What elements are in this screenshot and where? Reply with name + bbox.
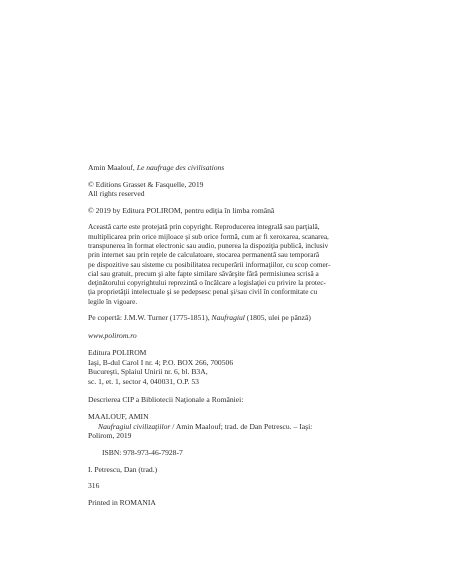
copyright-text-block xyxy=(88,163,378,507)
publisher-website: www.polirom.ro xyxy=(88,330,137,340)
publisher-name: Editura POLIROM xyxy=(88,348,147,358)
cip-isbn: ISBN: 978-973-46-7928-7 xyxy=(102,447,183,457)
publisher-address-iasi: Iaşi, B-dul Carol I nr. 4; P.O. BOX 266, 700506 xyxy=(88,357,234,367)
legal-line: deţinătorului copyrightului reprezintă o încălcare a legislaţiei cu privire la protec- xyxy=(88,278,326,288)
original-copyright: © Editions Grasset & Fasquelle, 2019 xyxy=(88,179,204,189)
cip-translator: I. Petrescu, Dan (trad.) xyxy=(88,464,158,474)
cover-credit xyxy=(88,313,378,323)
cip-title-line xyxy=(88,422,378,432)
original-author: Amin Maalouf, xyxy=(88,163,135,172)
cover-work-title: Naufragiul xyxy=(211,313,245,323)
edition-copyright: © 2019 by Editura POLIROM, pentru ediţia în limba română xyxy=(88,205,275,215)
original-edition-line xyxy=(88,163,378,173)
legal-line: legile în vigoare. xyxy=(88,296,138,306)
publisher-address-bucuresti: Bucureşti, Splaiul Unirii nr. 6, bl. B3A, xyxy=(88,367,208,377)
cip-details: / Amin Maalouf; trad. de Dan Petrescu. – Iaşi: xyxy=(172,421,313,431)
original-title: Le naufrage des civilisations xyxy=(136,163,225,172)
printed-in: Printed in ROMANIA xyxy=(88,497,156,507)
cip-classification: 316 xyxy=(88,481,100,491)
legal-line: ţia proprietăţii intelectuale şi se pedepsesc penal şi/sau civil în conformitate cu xyxy=(88,287,318,297)
cover-credit-prefix: Pe copertă: J.M.W. Turner (1775-1851), xyxy=(88,313,210,323)
cip-publisher-line: Polirom, 2019 xyxy=(88,431,132,441)
legal-line: prin internet sau prin reţele de calculatoare, stocarea permanentă sau temporară xyxy=(88,250,320,260)
legal-line: transpunerea în format electronic sau audio, punerea la dispoziţia publică, inclusiv xyxy=(88,240,329,250)
original-rights: All rights reserved xyxy=(88,189,145,199)
cip-heading: Descrierea CIP a Bibliotecii Naţionale a României: xyxy=(88,394,244,404)
cover-credit-suffix: (1805, ulei pe pânză) xyxy=(246,313,311,323)
legal-line: multiplicarea prin orice mijloace şi sub orice formă, cum ar fi xeroxarea, scanarea, xyxy=(88,231,329,241)
legal-line: pe dispozitive sau sisteme cu posibilitatea recuperării informaţiilor, cu scop comer- xyxy=(88,259,331,269)
publisher-address-bucuresti-2: sc. 1, et. 1, sector 4, 040031, O.P. 53 xyxy=(88,377,199,387)
legal-line: Această carte este protejată prin copyright. Reproducerea integrală sau parţială, xyxy=(88,222,320,232)
cip-title: Naufragiul civilizaţiilor xyxy=(98,421,171,431)
legal-line: cial sau gratuit, precum şi alte fapte similare săvârşite fără permisiunea scrisă a xyxy=(88,268,319,278)
cip-author: MAALOUF, AMIN xyxy=(88,412,149,422)
legal-notice xyxy=(88,222,378,306)
